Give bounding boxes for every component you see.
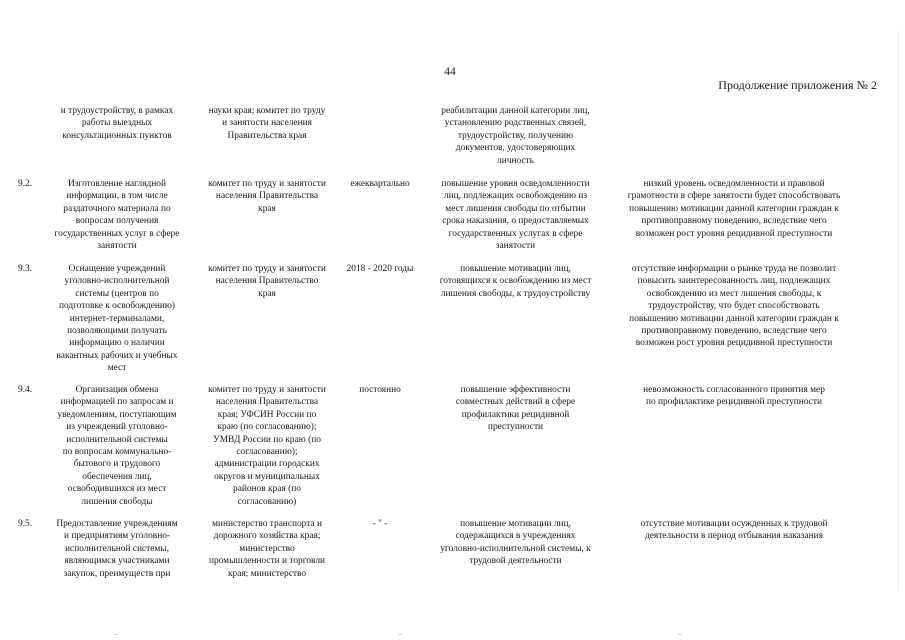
term: ежеквартально (350, 179, 410, 189)
executor: комитет по труду и занятости населения Правительство края (208, 264, 326, 299)
scan-mark (898, 30, 899, 590)
expected-result: повышение мотивации лиц, содержащихся в учреждениях уголовно-исполнительной системы, к трудовой деятельности (440, 519, 591, 567)
risk-consequence: отсутствие мотивации осужденных к трудовой деятельности в период отбывания наказания (640, 519, 828, 542)
measure-name: Оснащение учреждений уголовно-исполнительной системы (центров по подготовке к освобождению) интернет-терминалами, позволяющими получать информацию о наличии вакантных рабочих и учебных мест (56, 264, 178, 374)
term: постоянно (359, 385, 401, 395)
executor: министерство транспорта и дорожного хозяйства края; министерство промышленности и торговли края; министерство (208, 519, 326, 579)
expected-result: реабилитации данной категории лиц, установлению родственных связей, трудоустройству, получению документов, удостоверяющих личность (441, 106, 590, 166)
expected-result: повышение мотивации лиц, готовящихся к освобождению из мест лишения свободы, к трудоустройству (439, 264, 592, 299)
row-number: 9.3. (18, 264, 33, 274)
risk-consequence: низкий уровень осведомленности и правовой грамотности в сфере занятости будет способствовать повышению мотивации данной категории граждан к противоправному поведению, вследствие чего возможен рост уровня рецидивной преступности (627, 179, 841, 239)
term: 2018 - 2020 годы (346, 264, 414, 274)
scan-mark (114, 634, 117, 635)
row-number: 9.5. (18, 519, 33, 529)
measure-name: Изготовление наглядной информации, в том числе раздаточного материала по вопросам получения государственных услуг в сфере занятости (54, 179, 180, 252)
executor: комитет по труду и занятости населения Правительства края (208, 179, 326, 214)
measure-name: Предоставление учреждениям и предприятиям уголовно- исполнительной системы, являющимся участниками закупок, преимуществ при (56, 519, 178, 579)
measure-name: и трудоустройству, в рамках работы выездных консультационных пунктов (60, 106, 174, 141)
page-number: 44 (444, 66, 456, 78)
scan-mark (399, 634, 402, 635)
row-number: 9.4. (18, 385, 33, 395)
risk-consequence: невозможность согласованного принятия мер по профилактике рецидивной преступности (643, 385, 825, 408)
executor: комитет по труду и занятости населения Правительства края; УФСИН России по краю (по согласованию); УМВД России по краю (по согласованию); администрации городских округов и муниципальных районов края (по согласованию) (208, 385, 326, 507)
expected-result: повышение эффективности совместных действий в сфере профилактики рецидивной преступности (455, 385, 576, 433)
measure-name: Организация обмена информацией по запросам и уведомлениям, поступающим из учреждений уголовно- исполнительной системы по вопросам коммунально- бытового и трудового обеспечения лиц, освободившихся из мест лишения свободы (57, 385, 177, 507)
expected-result: повышение уровня осведомленности лиц, подлежащих освобождению из мест лишения свободы по отбытии срока наказания, о предоставляемых государственных услугах в сфере занятости (441, 179, 590, 252)
risk-consequence: отсутствие информации о рынке труда не позволит повысить заинтересованность лиц, подлежащих освобождению из мест лишения свободы, к трудоустройству, что будет способствовать повышению мотивации данной категории граждан к противоправному поведению, вследствие чего возможен рост уровня рецидивной преступности (629, 264, 839, 349)
appendix-title: Продолжение приложения № 2 (718, 78, 877, 92)
scan-mark (678, 634, 681, 635)
row-number: 9.2. (18, 179, 33, 189)
executor: науки края; комитет по труду и занятости населения Правительства края (208, 106, 326, 141)
term: - " - (372, 519, 388, 529)
